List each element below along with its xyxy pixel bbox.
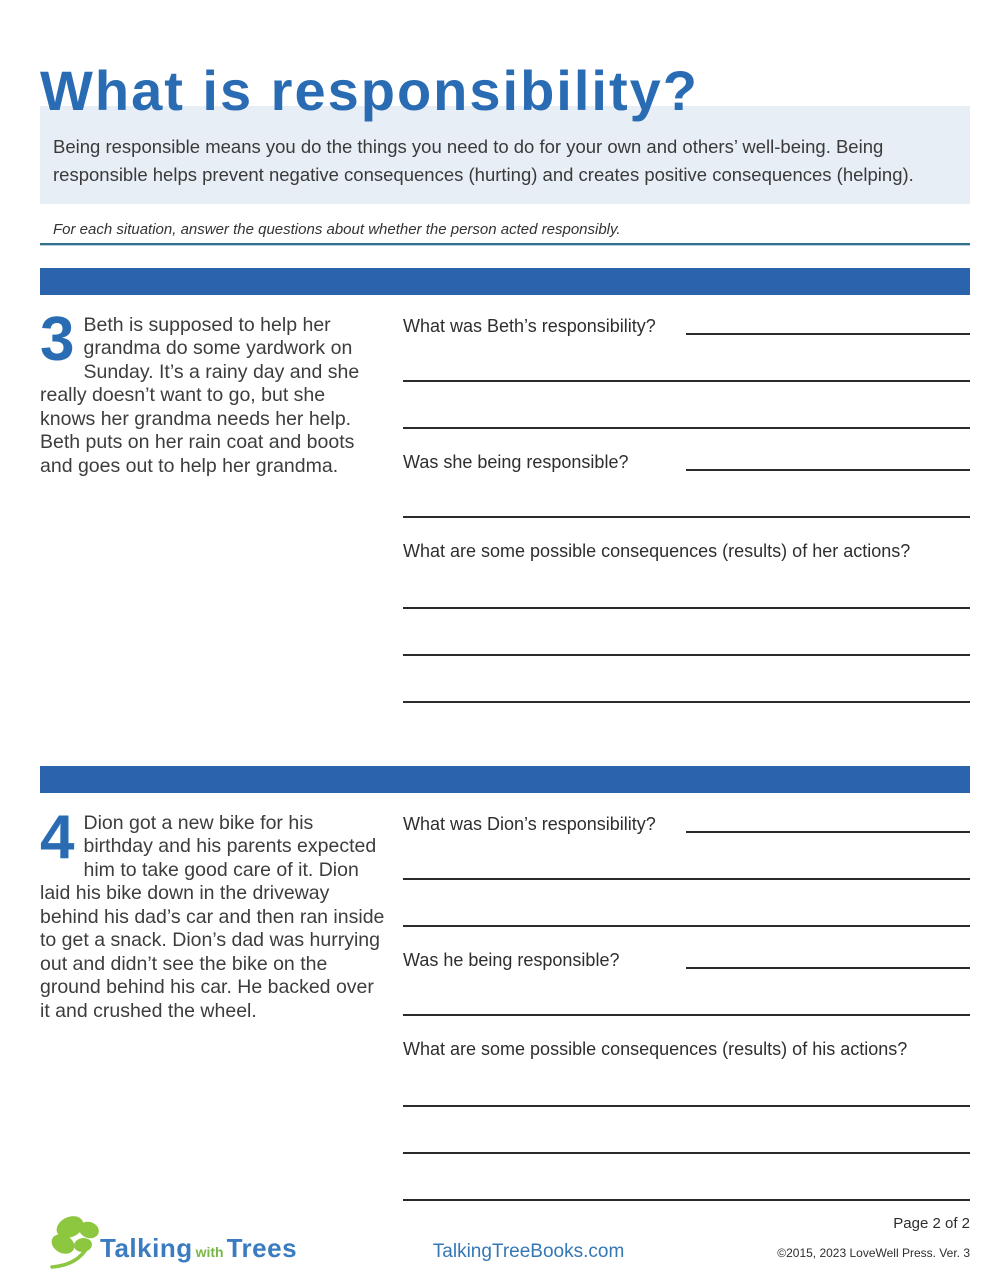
logo-text-trees: Trees <box>226 1232 298 1263</box>
answer-column <box>403 314 970 703</box>
divider-rule <box>40 243 970 246</box>
talking-with-trees-logo <box>46 1213 297 1278</box>
answer-line[interactable] <box>403 516 970 518</box>
section-3 <box>40 268 970 703</box>
answer-line[interactable] <box>403 701 970 703</box>
answer-line[interactable] <box>403 654 970 656</box>
answer-line[interactable] <box>403 380 970 382</box>
footer <box>40 1213 970 1278</box>
answer-line[interactable] <box>403 607 970 609</box>
instruction-text: For each situation, answer the questions about whether the person acted responsibly. <box>53 220 621 238</box>
answer-line[interactable] <box>403 878 970 880</box>
answer-line[interactable] <box>686 333 970 335</box>
answer-line[interactable] <box>403 1152 970 1154</box>
logo-text <box>100 1233 297 1264</box>
story-text: Dion got a new bike for his birthday and his parents expected him to take good care of it. Dion laid his bike down in the driveway behind his dad’s car and then ran inside to get a snack. Dion’s dad was hurrying out and didn’t see the bike on the ground behind his car. He backed over it and crushed the wheel. <box>40 811 385 1022</box>
section-number: 3 <box>40 304 75 374</box>
question-label: What was Dion’s responsibility? <box>403 813 656 834</box>
section-3-header-bar <box>40 268 970 295</box>
answer-column <box>403 812 970 1201</box>
answer-line[interactable] <box>403 427 970 429</box>
section-number: 4 <box>40 802 75 872</box>
page-title: What is responsibility? <box>40 59 699 122</box>
question-label: What are some possible consequences (results) of her actions? <box>403 540 911 561</box>
logo-text-with: with <box>195 1243 224 1260</box>
answer-line[interactable] <box>686 831 970 833</box>
story-column <box>40 802 385 1201</box>
question-label: Was he being responsible? <box>403 949 620 970</box>
answer-line[interactable] <box>403 925 970 927</box>
question-label: What was Beth’s responsibility? <box>403 315 656 336</box>
site-link[interactable]: TalkingTreeBooks.com <box>432 1240 625 1262</box>
section-4-header-bar <box>40 766 970 793</box>
story-text: Beth is supposed to help her grandma do some yardwork on Sunday. It’s a rainy day and she really doesn’t want to go, but she knows her grandma needs her help. Beth puts on her rain coat and boots and goes out to help her grandma. <box>40 313 360 477</box>
answer-line[interactable] <box>686 967 970 969</box>
logo-text-talking: Talking <box>100 1232 193 1263</box>
question-label: Was she being responsible? <box>403 451 629 472</box>
copyright-text: ©2015, 2023 LoveWell Press. Ver. 3 <box>777 1245 970 1260</box>
answer-line[interactable] <box>686 469 970 471</box>
footer-right <box>760 1213 970 1260</box>
question-label: What are some possible consequences (results) of his actions? <box>403 1038 908 1059</box>
answer-line[interactable] <box>403 1105 970 1107</box>
answer-line[interactable] <box>403 1014 970 1016</box>
section-4 <box>40 766 970 1201</box>
page-number: Page 2 of 2 <box>893 1214 970 1232</box>
intro-text: Being responsible means you do the things you need to do for your own and others’ well-being. Being responsible helps prevent negative consequences (hurting) and creates positive consequences (helping). <box>53 135 914 185</box>
story-column <box>40 304 385 703</box>
answer-line[interactable] <box>403 1199 970 1201</box>
